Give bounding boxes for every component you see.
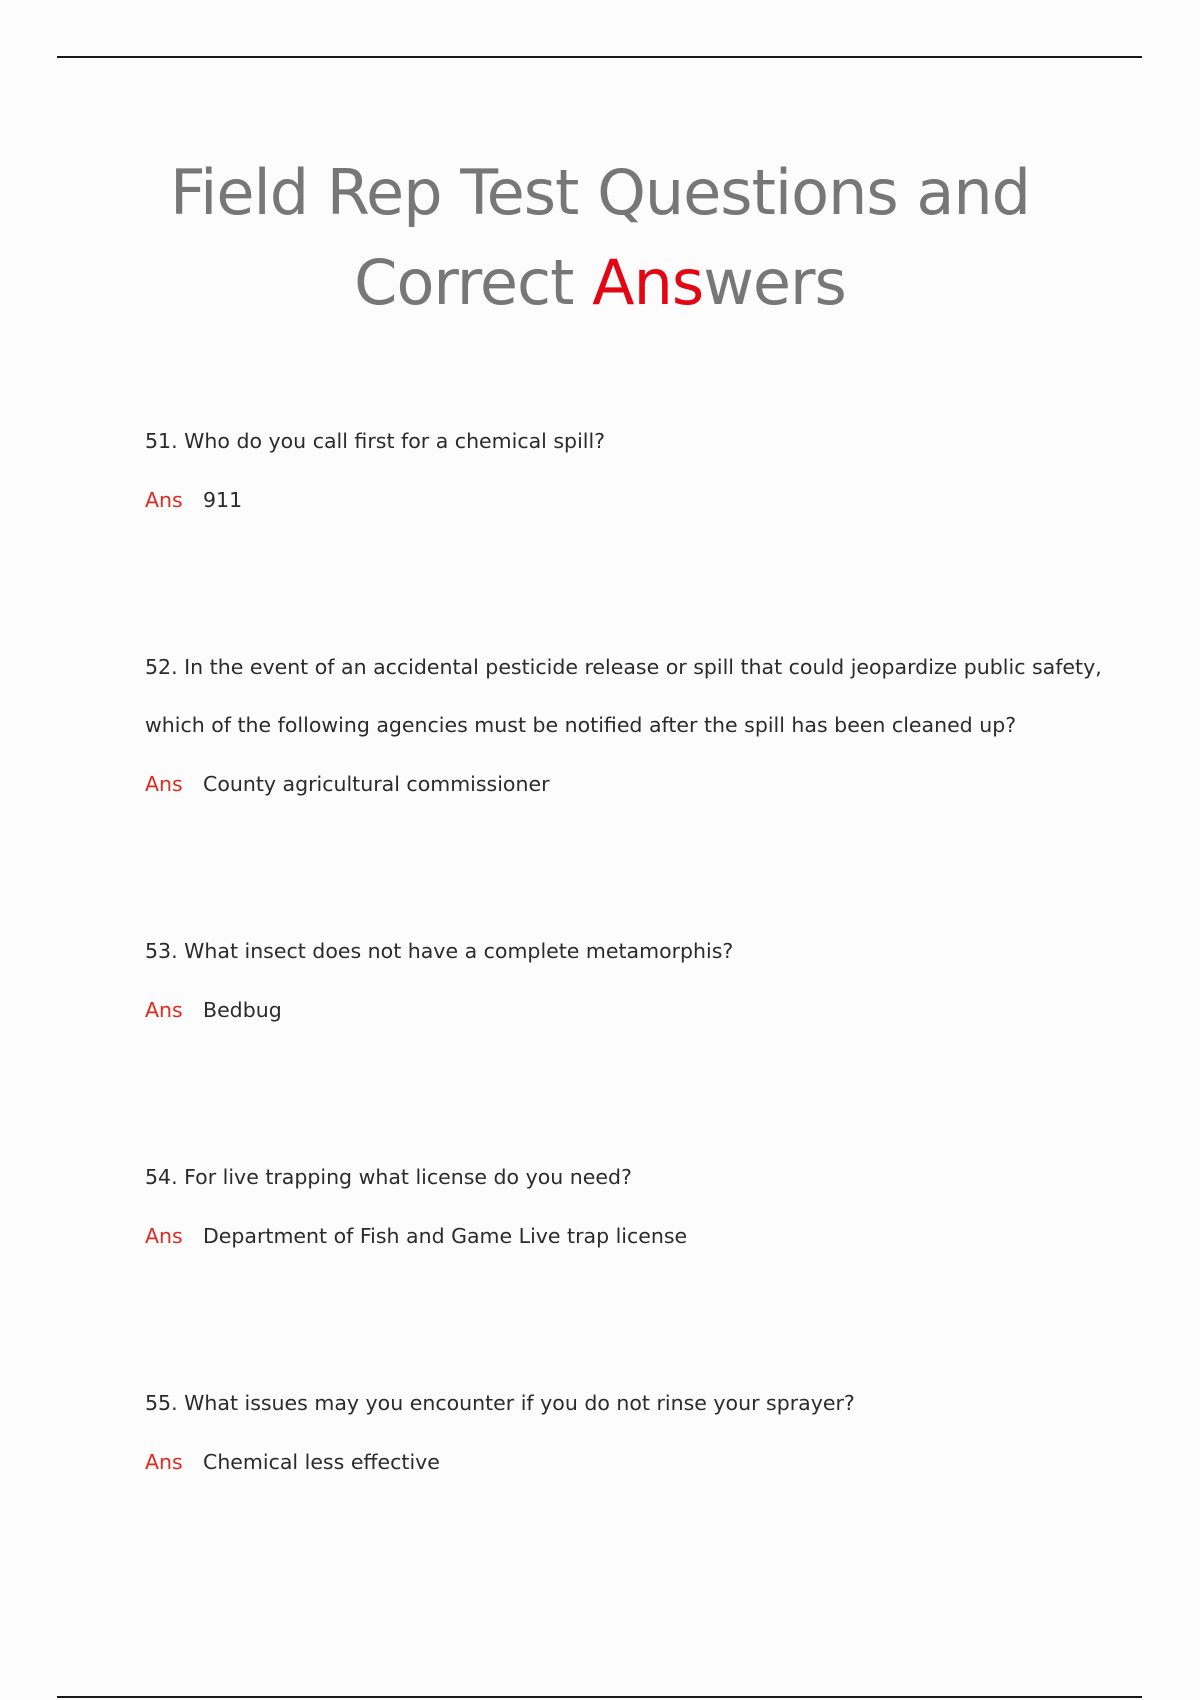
title-line-2-rest: wers [703,246,846,319]
answer-tag: Ans [145,488,183,512]
top-rule [57,56,1142,58]
qa-item-51 [145,412,1105,512]
question-text: 51. Who do you call first for a chemical spill? [145,429,606,453]
qa-item-52 [145,638,1105,796]
qa-item-55 [145,1374,1105,1474]
answer-text: Department of Fish and Game Live trap license [203,1224,688,1248]
answer-row [145,772,1105,796]
title-line-1: Field Rep Test Questions and [169,156,1031,229]
question-text: 55. What issues may you encounter if you do not rinse your sprayer? [145,1391,855,1415]
answer-row [145,1224,1105,1248]
qa-item-53 [145,922,1105,1022]
title-line-2-plain: Correct [354,246,593,319]
answer-row [145,1450,1105,1474]
answer-tag: Ans [145,772,183,796]
title-line-2 [0,238,1200,328]
answer-tag: Ans [145,998,183,1022]
question-text: 54. For live trapping what license do you need? [145,1165,632,1189]
answer-row [145,998,1105,1022]
answer-tag: Ans [145,1450,183,1474]
answer-text: County agricultural commissioner [203,772,550,796]
bottom-rule [57,1696,1142,1698]
question-text: 53. What insect does not have a complete metamorphis? [145,939,734,963]
answer-text: Bedbug [203,998,282,1022]
answer-text: Chemical less effective [203,1450,440,1474]
page-title [0,148,1200,328]
answer-text: 911 [203,488,243,512]
answer-tag: Ans [145,1224,183,1248]
question-text: 52. In the event of an accidental pesticide release or spill that could jeopardize public safety, which of the following agencies must be notified after the spill has been cleaned up? [145,655,1102,737]
answer-row [145,488,1105,512]
title-line-2-accent: Ans [592,246,704,319]
qa-item-54 [145,1148,1105,1248]
